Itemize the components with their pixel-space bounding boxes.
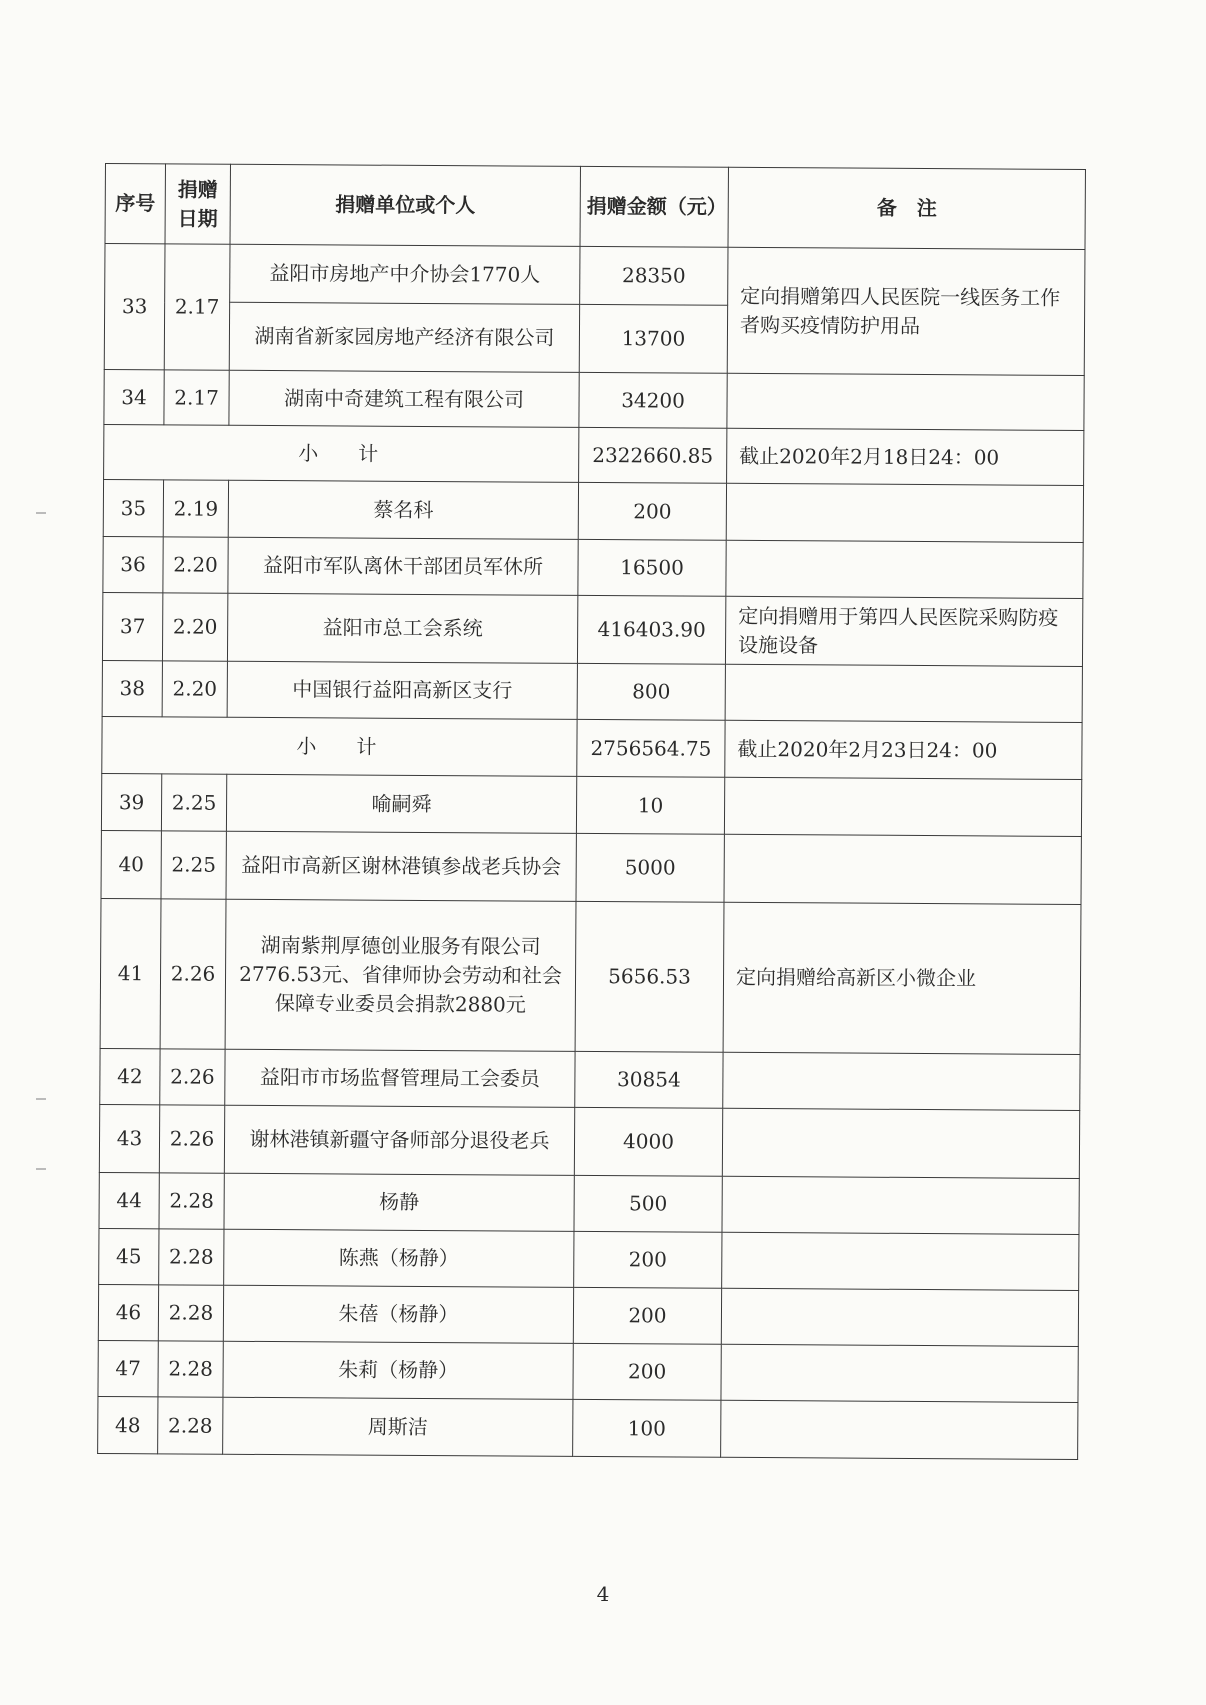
table-row (105, 244, 1085, 308)
cell-no: 46 (98, 1284, 158, 1340)
subtotal-row (104, 424, 1084, 485)
table-row (103, 536, 1083, 598)
cell-no: 41 (100, 898, 161, 1048)
cell-note (726, 540, 1083, 598)
cell-amount: 200 (573, 1287, 721, 1344)
cell-no: 34 (104, 369, 164, 424)
table-row (98, 1340, 1078, 1402)
subtotal-note: 截止2020年2月23日24：00 (725, 720, 1082, 779)
table-row (99, 1228, 1079, 1290)
cell-note: 定向捐赠用于第四人民医院采购防疫设施设备 (725, 596, 1082, 666)
cell-no: 38 (102, 660, 162, 716)
cell-donor: 陈燕（杨静） (224, 1229, 574, 1287)
cell-date: 2.20 (162, 593, 227, 661)
cell-note: 定向捐赠给高新区小微企业 (723, 902, 1081, 1054)
page-number: 4 (596, 1582, 610, 1606)
subtotal-note: 截止2020年2月18日24：00 (727, 428, 1084, 485)
cell-donor: 中国银行益阳高新区支行 (227, 661, 577, 719)
table-row (101, 830, 1081, 904)
cell-amount: 416403.90 (577, 595, 725, 664)
cell-amount: 34200 (579, 372, 727, 428)
cell-no: 40 (101, 830, 161, 898)
table-row (100, 898, 1081, 1054)
cell-amount: 500 (574, 1175, 722, 1232)
table-row (103, 479, 1083, 542)
cell-donor: 朱蓓（杨静） (223, 1285, 573, 1343)
cell-amount: 28350 (580, 246, 728, 305)
cell-donor: 蔡名科 (228, 480, 578, 539)
cell-amount: 200 (578, 482, 726, 540)
table-row (98, 1284, 1078, 1346)
cell-no: 39 (101, 773, 161, 830)
cell-no: 43 (99, 1104, 159, 1172)
cell-donor: 朱莉（杨静） (223, 1341, 573, 1399)
cell-donor: 喻嗣舜 (226, 774, 576, 833)
cell-date: 2.26 (159, 1105, 224, 1173)
table-row (100, 1048, 1080, 1110)
cell-note (722, 1176, 1079, 1234)
cell-amount: 13700 (579, 304, 727, 373)
donation-table-wrap (97, 163, 1085, 1460)
cell-date: 2.26 (160, 1049, 225, 1105)
table-row (102, 660, 1082, 722)
header-date: 捐赠日期 (165, 164, 230, 244)
header-note: 备 注 (728, 167, 1085, 249)
cell-date: 2.26 (160, 899, 226, 1049)
cell-date: 2.17 (164, 370, 229, 425)
cell-date: 2.25 (161, 774, 226, 831)
cell-date: 2.28 (159, 1173, 224, 1229)
cell-note (727, 373, 1084, 430)
cell-date: 2.20 (162, 661, 227, 717)
table-row (101, 773, 1081, 836)
cell-donor: 益阳市总工会系统 (227, 593, 577, 663)
cell-donor: 湖南省新家园房地产经济有限公司 (229, 302, 579, 372)
cell-note (721, 1400, 1078, 1459)
cell-donor: 杨静 (224, 1173, 574, 1231)
cell-amount: 200 (573, 1343, 721, 1400)
cell-donor: 益阳市房地产中介协会1770人 (230, 244, 580, 304)
cell-donor: 益阳市市场监督管理局工会委员 (225, 1049, 575, 1107)
table-row (102, 592, 1082, 666)
subtotal-amount: 2322660.85 (579, 427, 727, 483)
cell-no: 48 (98, 1396, 158, 1453)
cell-date: 2.25 (161, 831, 226, 899)
cell-note (721, 1288, 1078, 1346)
cell-note (725, 664, 1082, 722)
cell-donor: 益阳市高新区谢林港镇参战老兵协会 (226, 831, 576, 901)
cell-amount: 800 (577, 663, 725, 720)
cell-donor: 谢林港镇新疆守备师部分退役老兵 (224, 1105, 574, 1175)
subtotal-amount: 2756564.75 (577, 719, 725, 777)
cell-date: 2.28 (158, 1341, 223, 1397)
cell-amount: 10 (576, 776, 724, 834)
cell-amount: 16500 (578, 539, 726, 596)
header-donor: 捐赠单位或个人 (230, 164, 580, 246)
cell-no: 37 (102, 592, 162, 660)
cell-note (724, 777, 1081, 836)
cell-donor: 周斯洁 (223, 1397, 573, 1456)
cell-note (721, 1344, 1078, 1402)
cell-date: 2.17 (164, 244, 230, 370)
cell-date: 2.20 (163, 537, 228, 593)
header-row (105, 164, 1085, 250)
cell-note (722, 1108, 1079, 1178)
cell-note: 定向捐赠第四人民医院一线医务工作者购买疫情防护用品 (727, 247, 1085, 375)
cell-note (723, 1052, 1080, 1110)
cell-donor: 湖南中奇建筑工程有限公司 (229, 370, 579, 427)
cell-note (726, 483, 1083, 542)
cell-amount: 200 (574, 1231, 722, 1288)
header-amount: 捐赠金额（元） (580, 166, 728, 247)
header-no: 序号 (105, 164, 165, 244)
cell-amount: 30854 (575, 1051, 723, 1108)
cell-no: 35 (103, 479, 163, 536)
donation-table (97, 163, 1086, 1460)
subtotal-row (102, 716, 1082, 779)
cell-amount: 4000 (574, 1107, 722, 1176)
table-row (99, 1104, 1079, 1178)
subtotal-label: 小计 (102, 716, 577, 776)
table-row (98, 1396, 1078, 1459)
table-row (104, 369, 1084, 430)
cell-no: 42 (100, 1048, 160, 1104)
cell-amount: 100 (573, 1399, 721, 1457)
cell-amount: 5000 (576, 833, 724, 902)
cell-date: 2.19 (163, 480, 228, 537)
cell-note (724, 834, 1081, 904)
cell-amount: 5656.53 (575, 901, 724, 1052)
cell-donor: 益阳市军队离休干部团员军休所 (228, 537, 578, 595)
cell-no: 44 (99, 1172, 159, 1228)
cell-note (722, 1232, 1079, 1290)
cell-no: 33 (104, 244, 165, 370)
cell-donor: 湖南紫荆厚德创业服务有限公司2776.53元、省律师协会劳动和社会保障专业委员会捐款2880元 (225, 899, 576, 1051)
subtotal-label: 小计 (104, 424, 579, 482)
cell-no: 47 (98, 1340, 158, 1396)
cell-no: 36 (103, 536, 163, 592)
cell-no: 45 (99, 1228, 159, 1284)
table-row (99, 1172, 1079, 1234)
cell-date: 2.28 (158, 1397, 223, 1454)
cell-date: 2.28 (158, 1285, 223, 1341)
cell-date: 2.28 (159, 1229, 224, 1285)
